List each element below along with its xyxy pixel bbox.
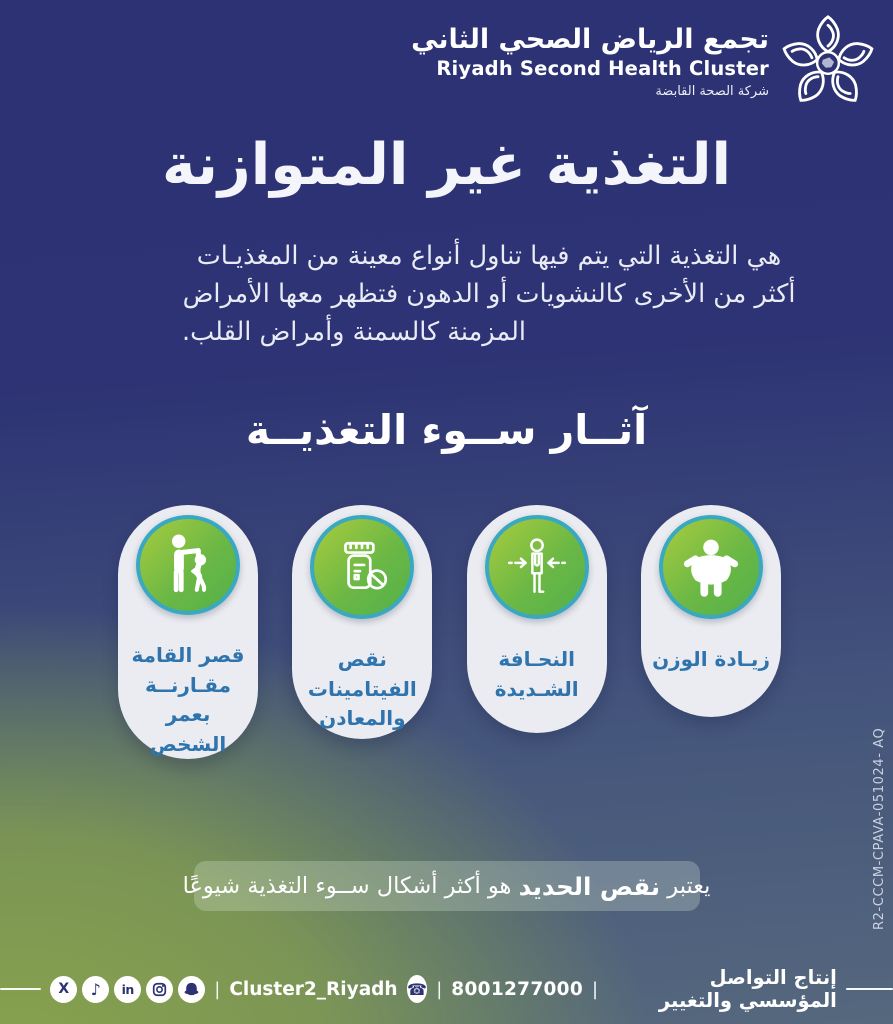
- vitamins-minerals-icon: [331, 536, 393, 598]
- card-icon-circle: [136, 515, 240, 615]
- iron-deficiency-note: [182, 861, 711, 911]
- card-icon-circle: [485, 515, 589, 619]
- thin-person-icon: [506, 536, 568, 598]
- note-suffix: هو أكثر أشكال ســوء التغذية شيوعًا: [182, 873, 519, 899]
- card-severe-thinness: [467, 505, 607, 733]
- phone-number[interactable]: 8001277000: [451, 978, 584, 1000]
- short-stature-icon: [157, 534, 219, 596]
- org-title-english: Riyadh Second Health Cluster: [436, 57, 769, 80]
- header: [411, 14, 877, 112]
- production-credit: إنتاج التواصل المؤسسي والتغيير: [658, 966, 837, 1012]
- footer-separator: |: [436, 978, 443, 1000]
- footer-separator: |: [592, 978, 599, 1000]
- card-label: قصر القامة مقـارنــة بعمر الشخص: [131, 643, 245, 756]
- snapchat-icon[interactable]: [178, 976, 205, 1003]
- footer: [0, 966, 893, 1012]
- section-title: آثــار ســوء التغذيــة: [245, 406, 648, 454]
- social-handle[interactable]: Cluster2_Riyadh: [229, 978, 398, 1000]
- intro-paragraph: [182, 237, 796, 351]
- card-label: زيـادة الوزن: [652, 647, 770, 671]
- footer-rule-right: [846, 988, 893, 990]
- reference-code: R2-CCCM-CPAVA-051024- AQ: [872, 727, 887, 930]
- cluster-flower-logo-icon: [779, 14, 877, 112]
- footer-separator: |: [214, 978, 221, 1000]
- card-label: النحـافة الشـديدة: [494, 647, 579, 701]
- card-label: نقص الفيتامينات والمعادن: [307, 647, 417, 730]
- tiktok-icon[interactable]: ♪: [82, 976, 109, 1003]
- note-highlight: نقص الحديد: [518, 871, 661, 901]
- intro-line: المزمنة كالسمنة وأمراض القلب.: [182, 317, 526, 347]
- card-vitamin-deficiency: [292, 505, 432, 739]
- card-short-stature: [118, 505, 258, 759]
- intro-line: أكثر من الأخرى كالنشويات أو الدهون فتظهر معها الأمراض: [182, 279, 796, 309]
- overweight-person-icon: [680, 536, 742, 598]
- linkedin-icon[interactable]: in: [114, 976, 141, 1003]
- footer-rule-left: [0, 988, 41, 990]
- social-icons: [50, 976, 205, 1003]
- phone-icon: ☎: [407, 975, 428, 1003]
- card-weight-gain: [641, 505, 781, 717]
- page-title: التغذية غير المتوازنة: [161, 132, 732, 198]
- effects-cards-row: [118, 505, 781, 759]
- intro-line: هي التغذية التي يتم فيها تناول أنواع معينة من المغذيـات: [196, 241, 782, 271]
- org-subtitle-arabic: شركة الصحة القابضة: [655, 84, 769, 99]
- card-icon-circle: [310, 515, 414, 619]
- instagram-icon[interactable]: [146, 976, 173, 1003]
- org-title-arabic: تجمع الرياض الصحي الثاني: [411, 24, 769, 55]
- card-icon-circle: [659, 515, 763, 619]
- note-prefix: يعتبر: [660, 873, 711, 899]
- x-icon[interactable]: X: [50, 976, 77, 1003]
